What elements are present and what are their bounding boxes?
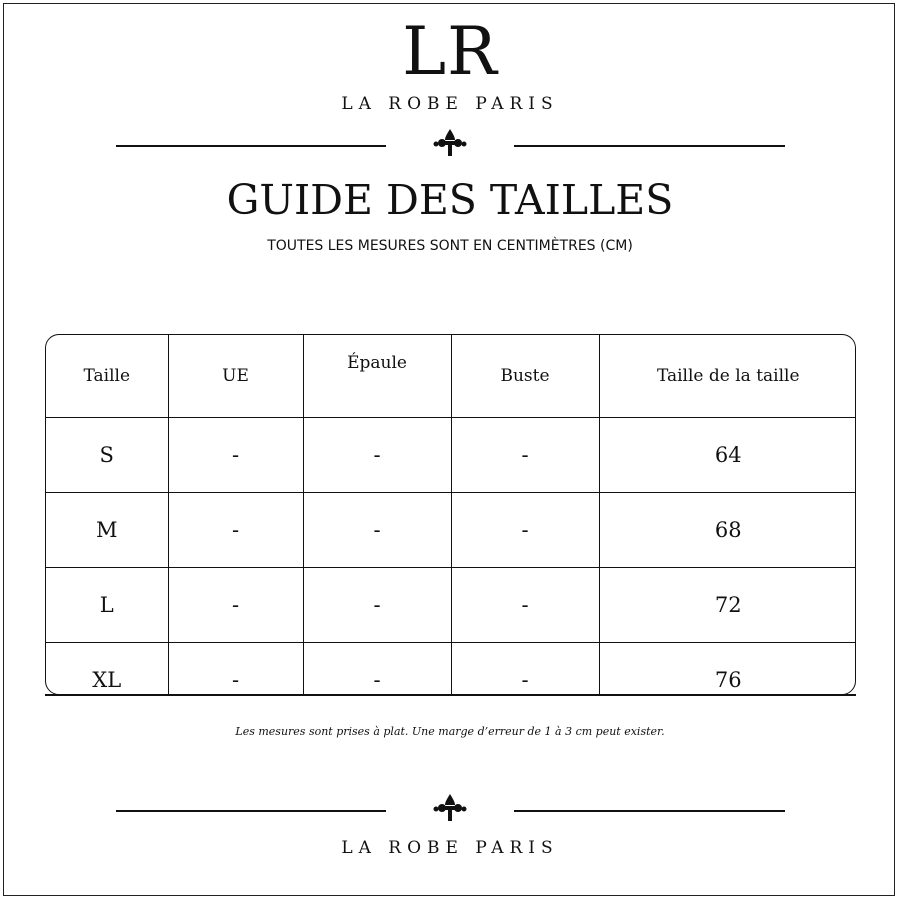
fleur-de-lis-icon: [432, 128, 468, 158]
table-cell: S: [46, 418, 168, 493]
table-cell: 68: [599, 493, 856, 568]
table-cell: -: [303, 643, 451, 696]
divider-left: [116, 145, 386, 147]
table-row: [46, 568, 856, 643]
logo: LR: [402, 13, 498, 90]
table-row: [46, 418, 856, 493]
column-header-size: Taille: [46, 335, 168, 418]
table-cell: XL: [46, 643, 168, 696]
table-cell: -: [451, 643, 599, 696]
table-cell: -: [168, 493, 303, 568]
table-cell: -: [168, 643, 303, 696]
column-header-shoulder: Épaule: [303, 335, 451, 418]
column-header-waist: Taille de la taille: [599, 335, 856, 418]
page-title: GUIDE DES TAILLES: [226, 176, 674, 224]
table-header-row: [46, 335, 856, 418]
column-header-bust: Buste: [451, 335, 599, 418]
table-cell: -: [303, 568, 451, 643]
table-cell: M: [46, 493, 168, 568]
table-cell: -: [451, 568, 599, 643]
footer-divider-right: [514, 810, 785, 812]
page-subtitle: TOUTES LES MESURES SONT EN CENTIMÈTRES (CM): [267, 238, 633, 254]
table-cell: -: [303, 493, 451, 568]
table-cell: L: [46, 568, 168, 643]
table-cell: -: [451, 418, 599, 493]
table-cell: 64: [599, 418, 856, 493]
size-table: [45, 334, 856, 695]
table-cell: -: [451, 493, 599, 568]
table-row: [46, 493, 856, 568]
divider-right: [514, 145, 785, 147]
fleur-de-lis-icon: [432, 793, 468, 823]
footer-brand-name: LA ROBE PARIS: [341, 838, 559, 858]
table-cell: -: [303, 418, 451, 493]
table-row: [46, 643, 856, 696]
brand-name: LA ROBE PARIS: [341, 94, 559, 114]
table-bottom-line: [45, 694, 856, 696]
table-cell: -: [168, 568, 303, 643]
footer-divider-left: [116, 810, 386, 812]
table-cell: -: [168, 418, 303, 493]
table-cell: 76: [599, 643, 856, 696]
measurement-note: Les mesures sont prises à plat. Une marge d’erreur de 1 à 3 cm peut exister.: [235, 725, 665, 738]
column-header-eu: UE: [168, 335, 303, 418]
table-cell: 72: [599, 568, 856, 643]
